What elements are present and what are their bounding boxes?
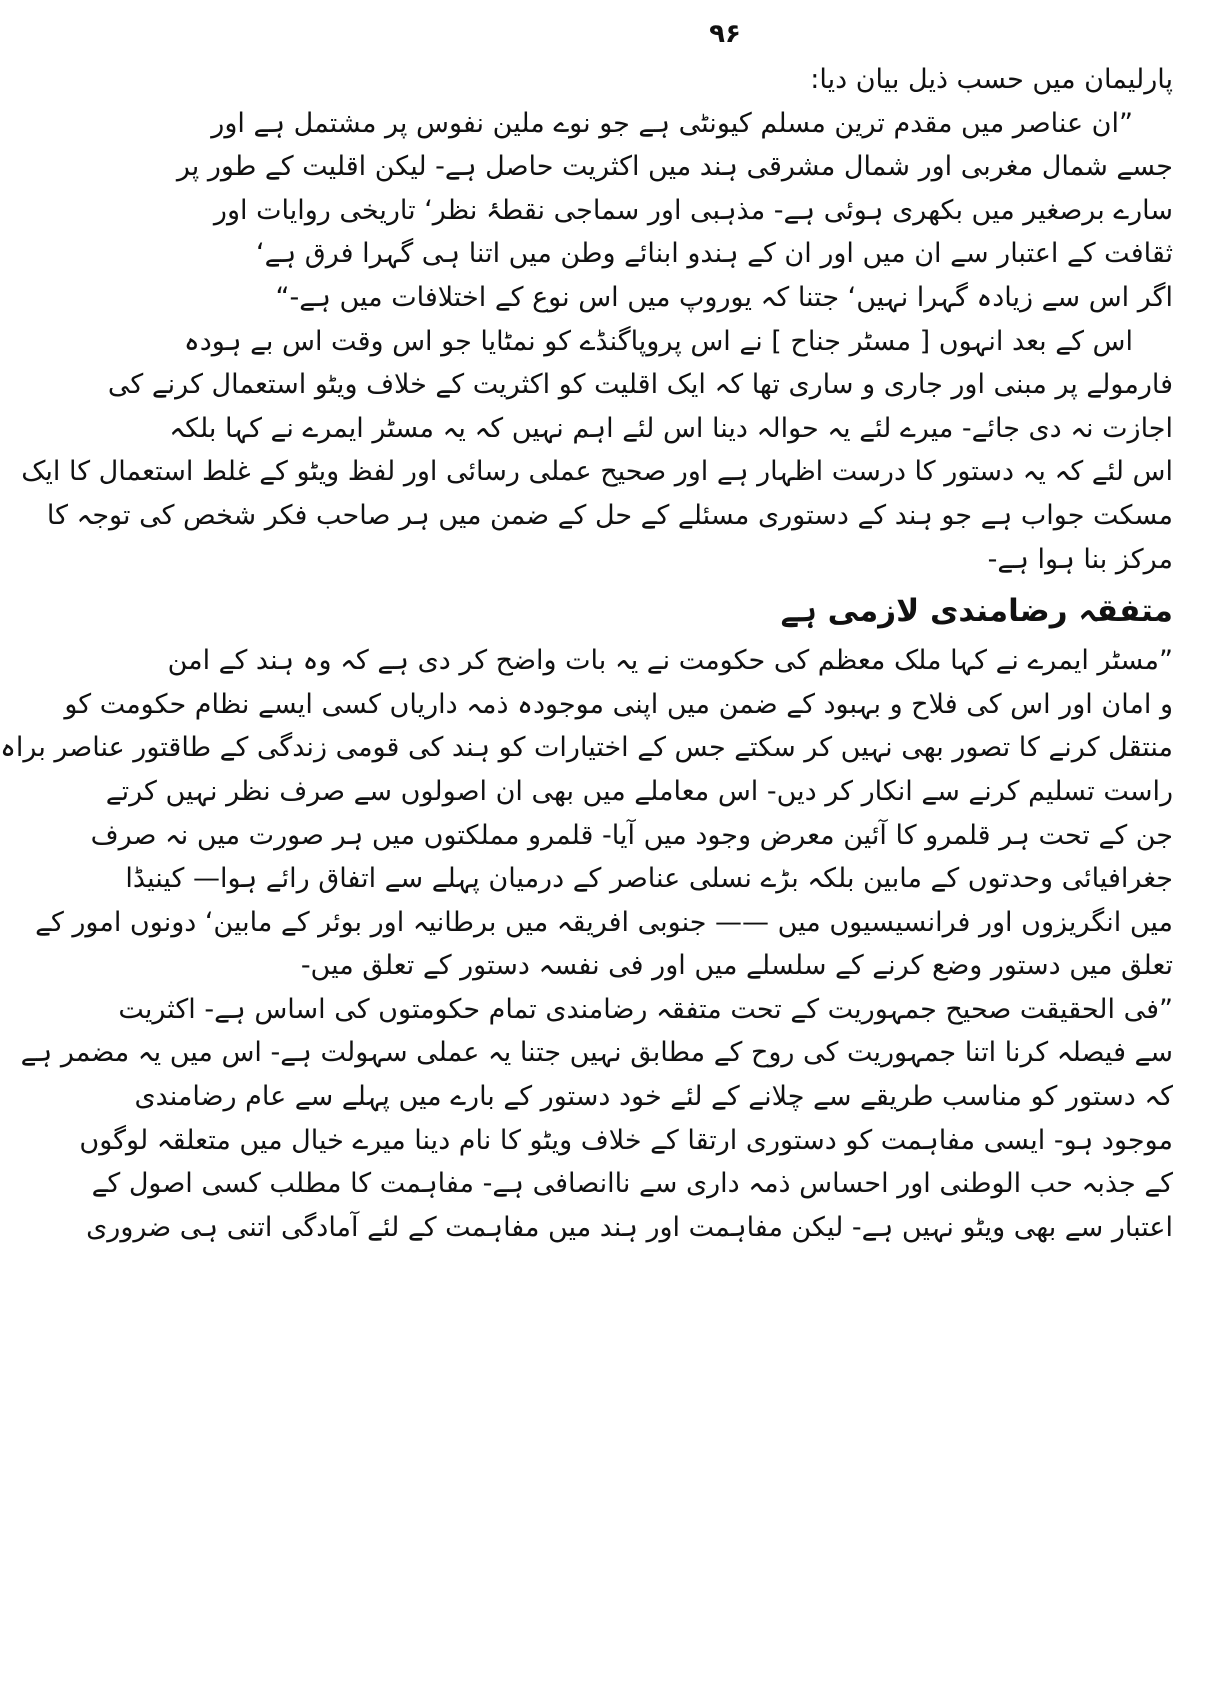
text-line: راست تسلیم کرنے سے انکار کر دیں- اس معاملے میں بھی ان اصولوں سے صرف نظر نہیں کرتے (105, 775, 1173, 807)
text-line: اجازت نہ دی جائے- میرے لئے یہ حوالہ دینا اس لئے اہم نہیں کہ یہ مسٹر ایمرے نے کہا بلکہ (169, 412, 1173, 444)
text-line: ”مسٹر ایمرے نے کہا ملک معظم کی حکومت نے یہ بات واضح کر دی ہے کہ وہ ہند کے امن (167, 645, 1173, 677)
text-line: سارے برصغیر میں بکھری ہوئی ہے- مذہبی اور سماجی نقطۂ نظر‘ تاریخی روایات اور (213, 194, 1173, 226)
text-line: جن کے تحت ہر قلمرو کا آئین معرض وجود میں آیا- قلمرو مملکتوں میں ہر صورت میں نہ صرف (90, 819, 1173, 851)
text-line: فارمولے پر مبنی اور جاری و ساری تھا کہ ایک اقلیت کو اکثریت کے خلاف ویٹو استعمال کرنے کی (107, 369, 1173, 401)
text-line: کے جذبہ حب الوطنی اور احساس ذمہ داری سے ناانصافی ہے- مفاہمت کا مطلب کسی اصول کے (91, 1168, 1173, 1200)
text-line: اس کے بعد انہوں [ مسٹر جناح ] نے اس پروپاگنڈے کو نمٹایا جو اس وقت اس بے ہودہ (183, 325, 1133, 357)
text-line: سے فیصلہ کرنا اتنا جمہوریت کی روح کے مطابق نہیں جتنا یہ عملی سہولت ہے- اس میں یہ مضمر ہے (20, 1037, 1173, 1069)
text-line: ”ان عناصر میں مقدم ترین مسلم کیونٹی ہے جو نوے ملین نفوس پر مشتمل ہے اور (211, 107, 1133, 139)
text-line: اگر اس سے زیادہ گہرا نہیں‘ جتنا کہ یوروپ میں اس نوع کے اختلافات میں ہے-“ (275, 281, 1173, 313)
text-line: تعلق میں دستور وضع کرنے کے سلسلے میں اور فی نفسہ دستور کے تعلق میں- (300, 950, 1173, 982)
text-line: میں انگریزوں اور فرانسیسیوں میں —— جنوبی افریقہ میں برطانیہ اور بوئر کے مابین‘ دونوں امور کے (35, 906, 1173, 938)
text-line: پارلیمان میں حسب ذیل بیان دیا: (810, 64, 1173, 95)
text-line: موجود ہو- ایسی مفاہمت کو دستوری ارتقا کے خلاف ویٹو کا نام دینا میرے خیال میں متعلقہ لوگوں (79, 1124, 1173, 1156)
text-line: مرکز بنا ہوا ہے- (987, 543, 1173, 575)
text-line: ثقافت کے اعتبار سے ان میں اور ان کے ہندو ابنائے وطن میں اتنا ہی گہرا فرق ہے‘ (256, 238, 1173, 270)
text-line: اعتبار سے بھی ویٹو نہیں ہے- لیکن مفاہمت اور ہند میں مفاہمت کے لئے آمادگی اتنی ہی ضروری (86, 1211, 1173, 1243)
text-line: مسکت جواب ہے جو ہند کے دستوری مسئلے کے حل کے ضمن میں ہر صاحب فکر شخص کی توجہ کا (46, 499, 1173, 531)
text-line: جسے شمال مغربی اور شمال مشرقی ہند میں اکثریت حاصل ہے- لیکن اقلیت کے طور پر (176, 151, 1173, 183)
text-line: و امان اور اس کی فلاح و بہبود کے ضمن میں اپنی موجودہ ذمہ داریاں کسی ایسے نظام حکومت کو (64, 688, 1173, 720)
text-block-2 (0, 639, 1173, 1249)
text-line: اس لئے کہ یہ دستور کا درست اظہار ہے اور صحیح عملی رسائی اور لفظ ویٹو کے غلط استعمال کا ایک (21, 456, 1173, 488)
text-line: جغرافیائی وحدتوں کے مابین بلکہ بڑے نسلی عناصر کے درمیان پہلے سے اتفاق رائے ہوا— کینیڈا (125, 863, 1173, 895)
text-block-1 (21, 58, 1173, 581)
section-heading: متفقہ رضامندی لازمی ہے (780, 593, 1173, 630)
text-line: منتقل کرنے کا تصور بھی نہیں کر سکتے جس کے اختیارات کو ہند کی قومی زندگی کے طاقتور عناصر براہ (0, 732, 1173, 764)
text-line: ”فی الحقیقت صحیح جمہوریت کے تحت متفقہ رضامندی تمام حکومتوں کی اساس ہے- اکثریت (118, 993, 1173, 1025)
text-line: کہ دستور کو مناسب طریقے سے چلانے کے لئے خود دستور کے بارے میں پہلے سے عام رضامندی (134, 1081, 1173, 1113)
page-number: ۹۶ (709, 19, 741, 49)
